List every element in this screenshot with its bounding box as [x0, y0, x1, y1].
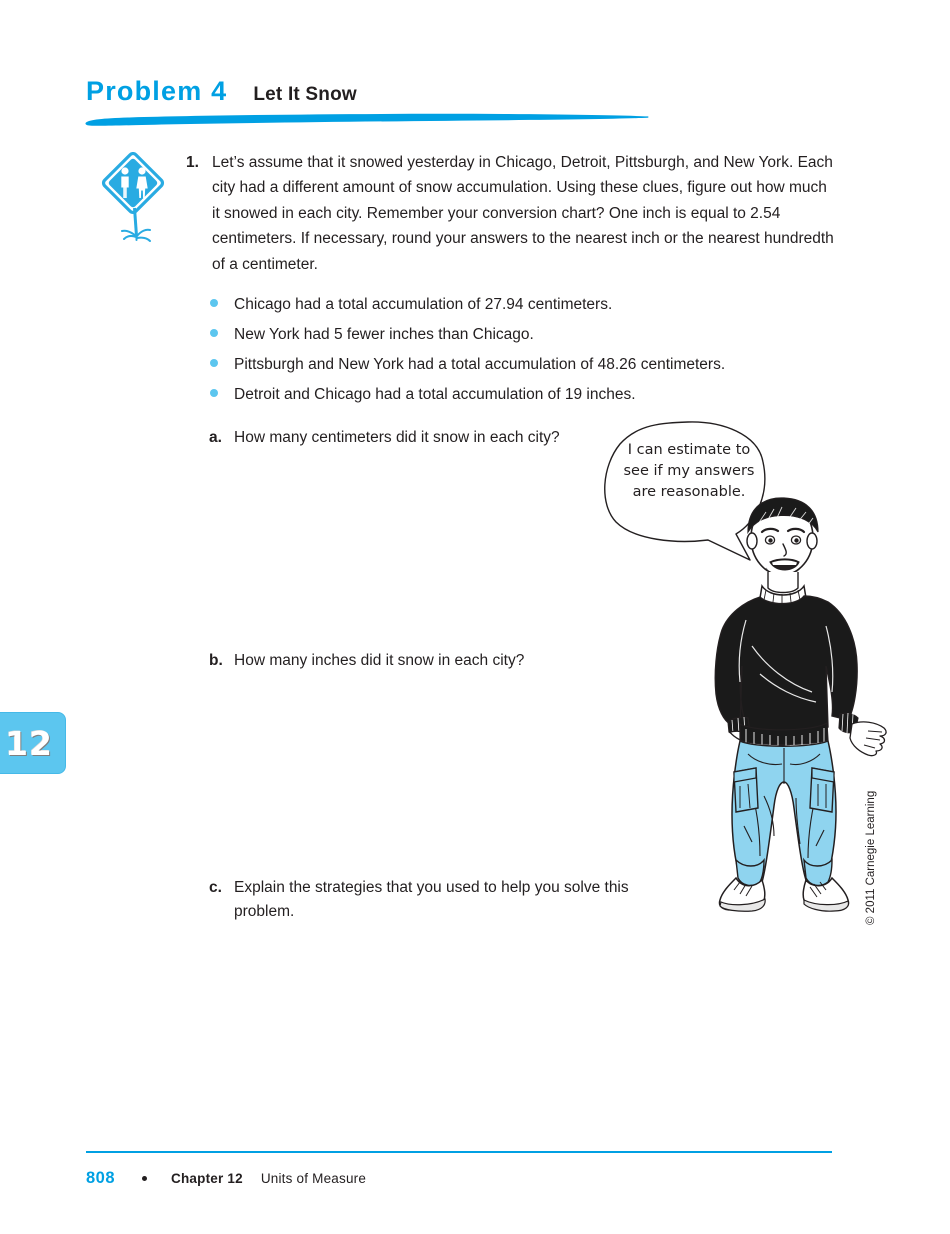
subquestion-c-letter: c.	[209, 879, 222, 896]
problem-label: Problem 4	[86, 76, 228, 106]
bullet-dot-icon	[210, 320, 234, 337]
chapter-tab	[0, 712, 66, 774]
question-1-number: 1.	[186, 154, 199, 171]
chapter-tab-number: 12	[5, 723, 53, 763]
footer-unit-label: Units of Measure	[260, 1171, 367, 1186]
clue-text: New York had 5 fewer inches than Chicago.	[234, 326, 534, 343]
subquestion-b-letter: b.	[209, 652, 223, 669]
page-header	[86, 76, 357, 107]
clue-text: Chicago had a total accumulation of 27.94 centimeters.	[234, 296, 613, 313]
subquestion-a	[209, 426, 639, 450]
copyright-notice: © 2011 Carnegie Learning	[865, 790, 877, 925]
question-1-text: Let’s assume that it snowed yesterday in Chicago, Detroit, Pittsburgh, and New York. Each city had a different amount of snow accumulation. Using these clues, figure out how much it snowed in each city. Remember your conversion chart? One inch is equal to 2.54 centimeters. If necessary, round your answers to the nearest inch or the nearest hundredth of a centimeter.	[212, 154, 834, 273]
speech-bubble-text: I can estimate to see if my answers are reasonable.	[623, 442, 755, 500]
bullet-dot-icon	[210, 380, 234, 397]
page-number: 808	[86, 1169, 116, 1187]
list-item	[210, 380, 830, 410]
list-item	[210, 320, 830, 350]
subquestion-b-text: How many inches did it snow in each city?	[234, 652, 525, 669]
footer-divider	[86, 1151, 832, 1153]
pedestrian-crossing-sign-icon	[97, 152, 173, 248]
subquestion-a-letter: a.	[209, 429, 222, 446]
subquestion-b	[209, 649, 639, 673]
bullet-dot-icon	[210, 290, 234, 307]
clue-text: Detroit and Chicago had a total accumulation of 19 inches.	[234, 386, 636, 403]
footer-chapter-label: Chapter 12	[171, 1171, 243, 1186]
page-footer	[86, 1169, 366, 1188]
subquestion-a-text: How many centimeters did it snow in each city?	[234, 429, 560, 446]
list-item	[210, 350, 830, 380]
problem-title: Let It Snow	[253, 84, 357, 105]
footer-bullet-icon	[142, 1176, 147, 1181]
clue-text: Pittsburgh and New York had a total accumulation of 48.26 centimeters.	[234, 356, 726, 373]
subquestion-c	[209, 876, 629, 924]
subquestion-c-text: Explain the strategies that you used to help you solve this problem.	[234, 879, 629, 920]
student-boy-illustration	[700, 496, 890, 920]
bullet-dot-icon	[210, 350, 234, 367]
list-item	[210, 290, 830, 320]
question-1	[186, 150, 834, 277]
clue-list	[210, 290, 830, 410]
brush-stroke-divider	[84, 110, 650, 130]
